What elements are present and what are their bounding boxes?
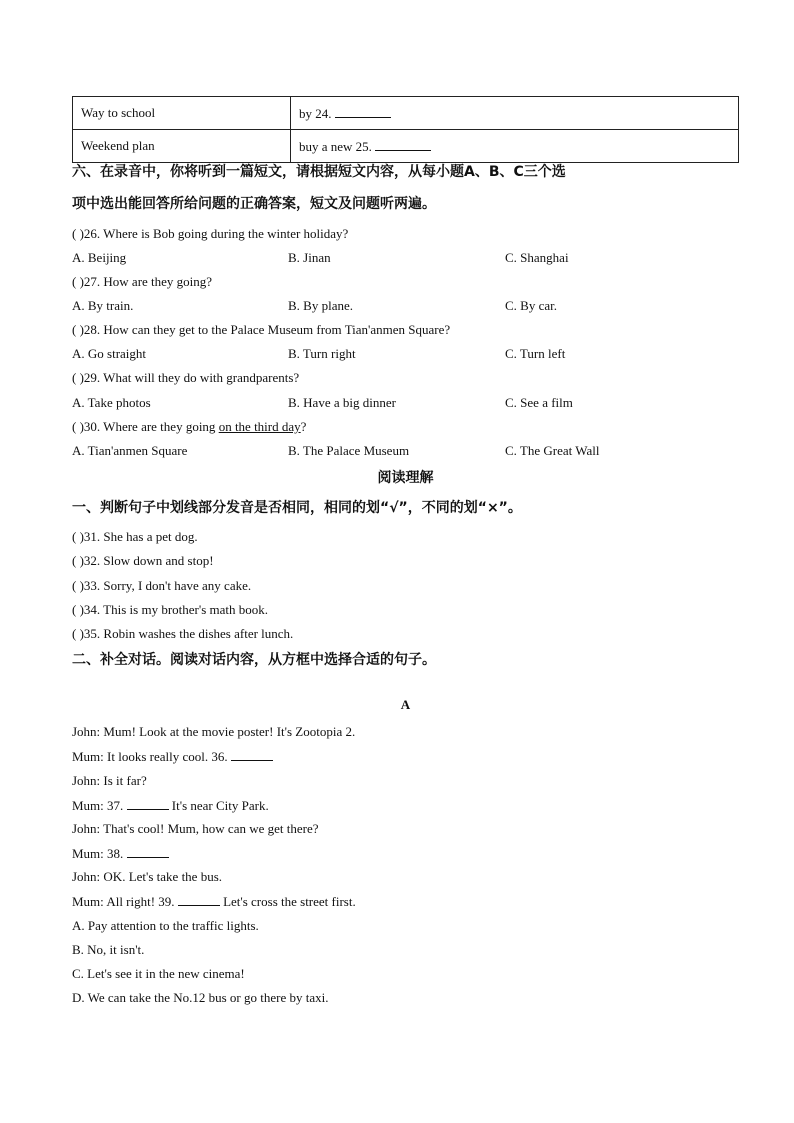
question-34: ( )34. This is my brother's math book. (72, 602, 269, 617)
dialog-line: Mum: All right! 39. Let's cross the street first. (72, 894, 356, 909)
listening-heading-line1: 六、在录音中，你将听到一篇短文，请根据短文内容，从每小题A、B、C三个选 (72, 164, 566, 180)
dialog-line: John: Mum! Look at the movie poster! It's Zootopia 2. (72, 724, 356, 739)
option-a: A. Beijing (72, 250, 127, 265)
question-27: ( )27. How are they going? (72, 274, 213, 289)
question-26: ( )26. Where is Bob going during the winter holiday? (72, 226, 349, 241)
reading-part1-heading: 一、判断句子中划线部分发音是否相同，相同的划“√”，不同的划“×”。 (72, 500, 522, 516)
info-table (72, 96, 739, 163)
answer-blank-39 (178, 893, 220, 906)
choice-c: C. Let's see it in the new cinema! (72, 966, 245, 981)
question-35: ( )35. Robin washes the dishes after lunch. (72, 626, 294, 641)
dialog-line: John: That's cool! Mum, how can we get there? (72, 821, 319, 836)
choice-a: A. Pay attention to the traffic lights. (72, 918, 259, 933)
choice-b: B. No, it isn't. (72, 942, 145, 957)
answer-blank (375, 138, 431, 151)
reading-title: 阅读理解 (377, 470, 434, 486)
question-31: ( )31. She has a pet dog. (72, 529, 198, 544)
question-28: ( )28. How can they get to the Palace Museum from Tian'anmen Square? (72, 322, 451, 337)
table-cell-label: Weekend plan (73, 130, 291, 163)
dialog-line: John: Is it far? (72, 773, 147, 788)
option-c: C. Shanghai (505, 250, 569, 265)
answer-blank (335, 105, 391, 118)
dialog-line: John: OK. Let's take the bus. (72, 869, 223, 884)
underlined-phrase: on the third day (218, 419, 301, 434)
reading-part2-heading: 二、补全对话。阅读对话内容，从方框中选择合适的句子。 (72, 652, 436, 668)
question-29: ( )29. What will they do with grandparents? (72, 370, 300, 385)
question-33: ( )33. Sorry, I don't have any cake. (72, 578, 252, 593)
option-c: C. Turn left (505, 346, 566, 361)
dialog-label: A (400, 697, 411, 712)
option-c: C. The Great Wall (505, 443, 600, 458)
dialog-line: Mum: It looks really cool. 36. (72, 748, 273, 765)
option-b: B. Jinan (288, 250, 331, 265)
question-30: ( )30. Where are they going on the third day? (72, 419, 307, 434)
dialog-line: Mum: 38. (72, 845, 169, 862)
table-row (73, 130, 739, 163)
answer-blank-36 (231, 748, 273, 761)
listening-heading-line2: 项中选出能回答所给问题的正确答案，短文及问题听两遍。 (72, 196, 436, 212)
question-32: ( )32. Slow down and stop! (72, 553, 214, 568)
answer-blank-38 (127, 845, 169, 858)
answer-blank-37 (127, 797, 169, 810)
option-b: B. The Palace Museum (288, 443, 410, 458)
table-row (73, 97, 739, 130)
table-cell-value: buy a new 25. (291, 130, 739, 163)
choice-d: D. We can take the No.12 bus or go there by taxi. (72, 990, 329, 1005)
option-c: C. By car. (505, 298, 557, 313)
option-b: B. Turn right (288, 346, 356, 361)
option-a: A. Take photos (72, 395, 151, 410)
option-c: C. See a film (505, 395, 573, 410)
option-b: B. By plane. (288, 298, 353, 313)
option-a: A. By train. (72, 298, 134, 313)
option-a: A. Tian'anmen Square (72, 443, 188, 458)
option-b: B. Have a big dinner (288, 395, 396, 410)
dialog-line: Mum: 37. It's near City Park. (72, 798, 269, 813)
table-cell-value: by 24. (291, 97, 739, 130)
option-a: A. Go straight (72, 346, 147, 361)
table-cell-label: Way to school (73, 97, 291, 130)
worksheet-page (72, 96, 739, 1005)
